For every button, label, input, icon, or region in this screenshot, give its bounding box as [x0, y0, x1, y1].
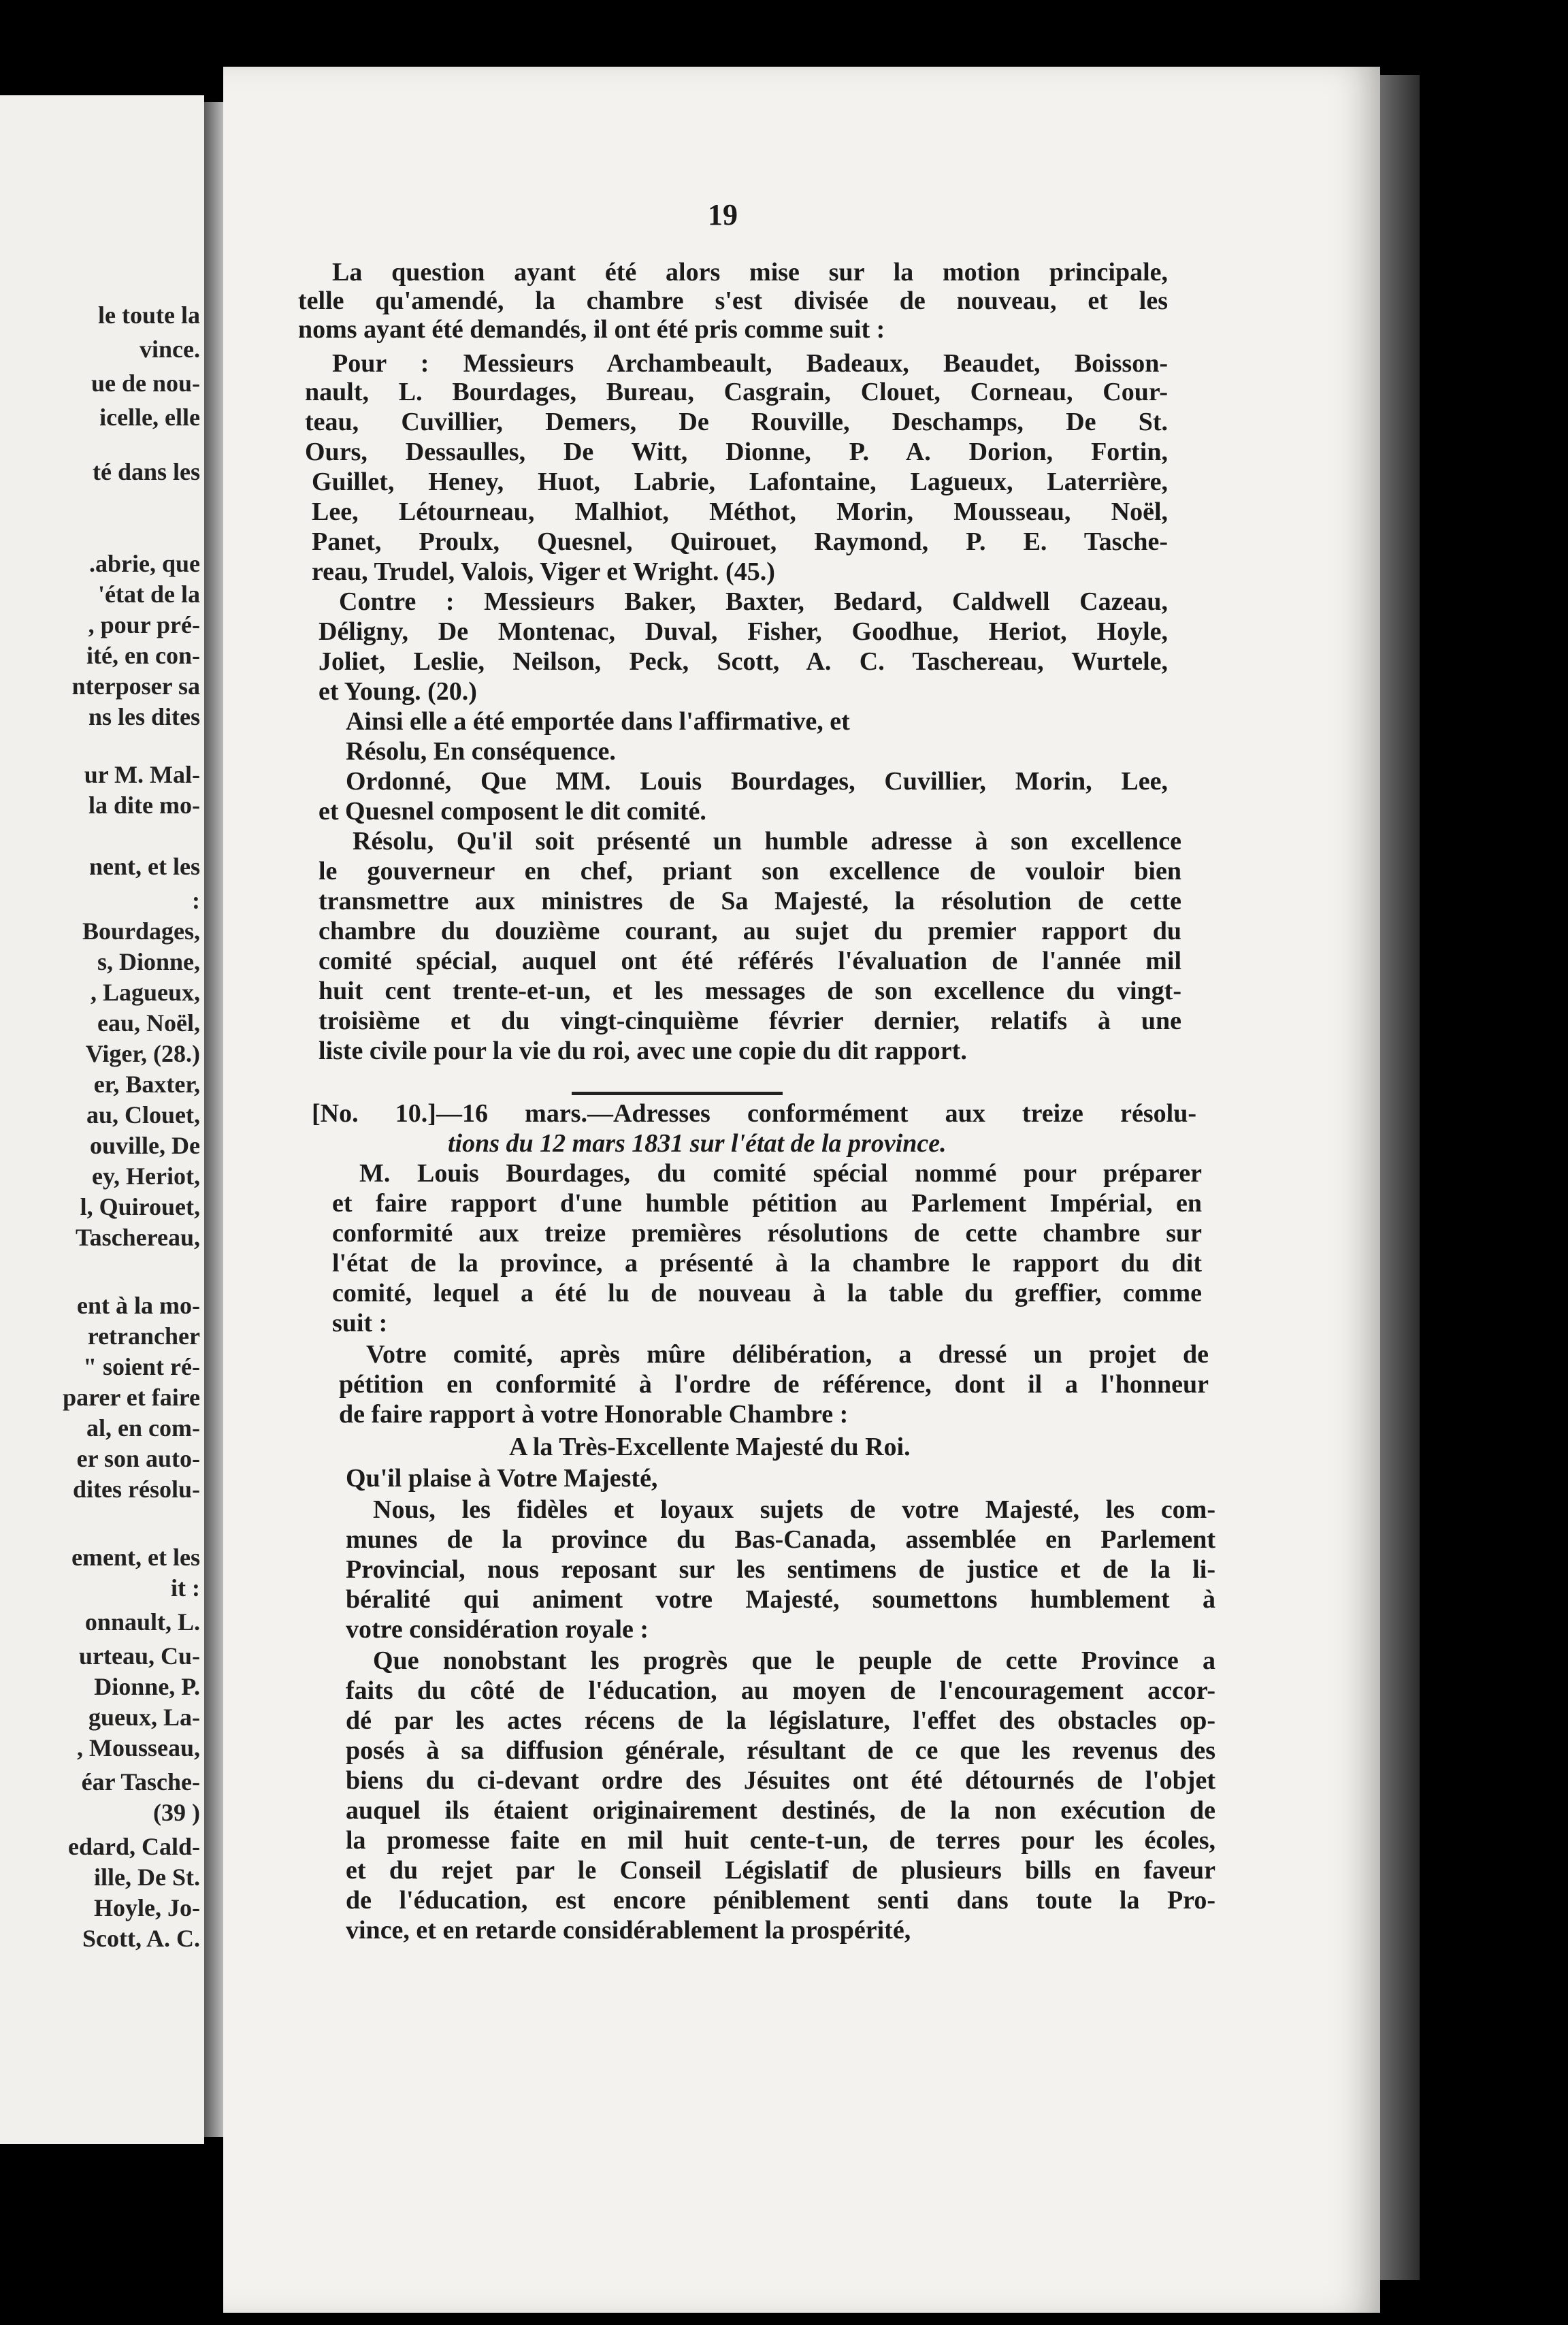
text-line: pétition en conformité à l'ordre de référence, dont il a l'honneur — [339, 1370, 1209, 1399]
text-line: Lee, Létourneau, Malhiot, Méthot, Morin, Mousseau, Noël, — [312, 498, 1168, 526]
text-line: huit cent trente-et-un, et les messages de son excellence du vingt- — [318, 977, 1181, 1005]
left-page-line: er, Baxter, — [93, 1071, 200, 1098]
left-page-line: Taschereau, — [75, 1224, 200, 1251]
left-page-line: .abrie, que — [88, 550, 200, 577]
text-line: Ours, Dessaulles, De Witt, Dionne, P. A. Dorion, Fortin, — [305, 438, 1168, 466]
text-line: comité spécial, auquel ont été référés l'évaluation de l'année mil — [318, 947, 1181, 975]
text-line: votre considération royale : — [346, 1615, 649, 1644]
text-line: telle qu'amendé, la chambre s'est divisée de nouveau, et les — [298, 287, 1168, 315]
text-line: dé par les actes récens de la législature, l'effet des obstacles op- — [346, 1706, 1215, 1735]
text-line: teau, Cuvillier, Demers, De Rouville, Deschamps, De St. — [305, 408, 1168, 436]
text-line: de l'éducation, est encore péniblement senti dans toute la Pro- — [346, 1886, 1215, 1915]
left-page-line: gueux, La- — [88, 1704, 200, 1731]
left-page-line: ey, Heriot, — [92, 1162, 200, 1190]
left-page-line: al, en com- — [86, 1414, 200, 1442]
text-line: Pour : Messieurs Archambeault, Badeaux, Beaudet, Boisson- — [332, 349, 1168, 378]
left-page-line: : — [192, 887, 200, 914]
left-page-line: 'état de la — [98, 581, 200, 608]
text-line: comité, lequel a été lu de nouveau à la table du greffier, comme — [332, 1279, 1202, 1307]
left-facing-page — [0, 95, 204, 2144]
left-page-line: retrancher — [87, 1322, 200, 1350]
text-line: liste civile pour la vie du roi, avec une copie du dit rapport. — [318, 1037, 967, 1065]
text-line: troisième et du vingt-cinquième février dernier, relatifs à une — [318, 1007, 1181, 1035]
left-page-line: ns les dites — [88, 703, 200, 730]
text-line: Votre comité, après mûre délibération, a dressé un projet de — [366, 1340, 1209, 1369]
text-line: noms ayant été demandés, il ont été pris comme suit : — [298, 315, 885, 344]
left-page-line: Viger, (28.) — [85, 1040, 200, 1067]
left-page-line: edard, Cald- — [67, 1833, 200, 1860]
left-page-line: le toute la — [98, 302, 200, 329]
text-line: vince, et en retarde considérablement la prospérité, — [346, 1916, 911, 1945]
left-page-line: er son auto- — [76, 1445, 200, 1472]
text-line: Que nonobstant les progrès que le peuple de cette Province a — [373, 1646, 1215, 1675]
text-line: Nous, les fidèles et loyaux sujets de votre Majesté, les com- — [373, 1495, 1215, 1524]
text-line: Qu'il plaise à Votre Majesté, — [346, 1464, 658, 1493]
text-line: La question ayant été alors mise sur la motion principale, — [332, 258, 1168, 287]
text-line: le gouverneur en chef, priant son excellence de vouloir bien — [318, 857, 1181, 885]
text-line: de faire rapport à votre Honorable Chambre : — [339, 1400, 849, 1429]
left-page-line: parer et faire — [63, 1384, 200, 1411]
text-line: et Quesnel composent le dit comité. — [318, 797, 706, 826]
text-line: chambre du douzième courant, au sujet du premier rapport du — [318, 917, 1181, 945]
left-page-line: ouville, De — [90, 1132, 200, 1159]
text-line: et du rejet par le Conseil Législatif de plusieurs bills en faveur — [346, 1856, 1215, 1885]
text-line: Ordonné, Que MM. Louis Bourdages, Cuvillier, Morin, Lee, — [346, 767, 1168, 796]
left-page-line: ille, De St. — [94, 1864, 200, 1891]
text-line: suit : — [332, 1309, 388, 1337]
left-page-line: dites résolu- — [73, 1476, 200, 1503]
left-page-line: it : — [171, 1574, 200, 1602]
left-page-line: la dite mo- — [88, 792, 200, 819]
text-line: auquel ils étaient originairement destinés, de la non exécution de — [346, 1796, 1215, 1825]
text-line: [No. 10.]—16 mars.—Adresses conformément aux treize résolu- — [312, 1099, 1196, 1128]
text-line: tions du 12 mars 1831 sur l'état de la province. — [448, 1129, 947, 1158]
text-line: munes de la province du Bas-Canada, assemblée en Parlement — [346, 1525, 1215, 1554]
left-page-line: " soient ré- — [83, 1353, 200, 1380]
text-line: Guillet, Heney, Huot, Labrie, Lafontaine, Lagueux, Laterrière, — [312, 468, 1168, 496]
left-page-line: ité, en con- — [86, 642, 200, 669]
left-page-line: vince. — [140, 336, 200, 363]
text-line: Panet, Proulx, Quesnel, Quirouet, Raymond, P. E. Tasche- — [312, 527, 1168, 556]
left-page-line: icelle, elle — [99, 404, 200, 431]
text-line: posés à sa diffusion générale, résultant de ce que les revenus des — [346, 1736, 1215, 1765]
left-page-line: l, Quirouet, — [80, 1193, 200, 1220]
text-line: Provincial, nous reposant sur les sentimens de justice et de la li- — [346, 1555, 1215, 1584]
text-line: et Young. (20.) — [318, 677, 477, 706]
left-page-line: éar Tasche- — [81, 1768, 200, 1795]
left-page-line: Scott, A. C. — [82, 1925, 200, 1952]
text-line: reau, Trudel, Valois, Viger et Wright. (45.) — [312, 557, 775, 586]
left-page-line: , Mousseau, — [76, 1734, 200, 1761]
text-line: la promesse faite en mil huit cente-t-un, de terres pour les écoles, — [346, 1826, 1215, 1855]
left-page-line: (39 ) — [153, 1799, 200, 1826]
text-line: Ainsi elle a été emportée dans l'affirmative, et — [346, 707, 850, 736]
left-page-line: ur M. Mal- — [84, 761, 200, 788]
left-page-line: nterposer sa — [71, 672, 200, 700]
left-page-line: té dans les — [92, 458, 200, 485]
text-line: transmettre aux ministres de Sa Majesté, la résolution de cette — [318, 887, 1181, 915]
text-line: M. Louis Bourdages, du comité spécial nommé pour préparer — [359, 1159, 1202, 1188]
text-line: et faire rapport d'une humble pétition au Parlement Impérial, en — [332, 1189, 1202, 1218]
text-line: Déligny, De Montenac, Duval, Fisher, Goodhue, Heriot, Hoyle, — [318, 617, 1168, 646]
left-page-line: eau, Noël, — [97, 1009, 200, 1037]
text-line: Résolu, En conséquence. — [346, 737, 616, 766]
left-page-line: urteau, Cu- — [79, 1642, 200, 1670]
page-edge-shadow — [1380, 75, 1420, 2280]
text-line: nault, L. Bourdages, Bureau, Casgrain, Clouet, Corneau, Cour- — [305, 378, 1168, 406]
text-line: biens du ci-devant ordre des Jésuites ont été détournés de l'objet — [346, 1766, 1215, 1795]
text-line: Joliet, Leslie, Neilson, Peck, Scott, A. C. Taschereau, Wurtele, — [318, 647, 1168, 676]
left-page-line: , Lagueux, — [90, 979, 200, 1006]
left-page-line: , pour pré- — [88, 611, 200, 638]
left-page-line: Bourdages, — [82, 917, 200, 945]
left-page-line: ent à la mo- — [77, 1292, 200, 1319]
text-line: Contre : Messieurs Baker, Baxter, Bedard, Caldwell Cazeau, — [339, 587, 1168, 616]
section-divider — [572, 1092, 783, 1095]
left-page-line: au, Clouet, — [86, 1101, 200, 1128]
text-line: l'état de la province, a présenté à la chambre le rapport du dit — [332, 1249, 1202, 1278]
left-page-line: ement, et les — [71, 1544, 200, 1571]
text-line: conformité aux treize premières résolutions de cette chambre sur — [332, 1219, 1202, 1248]
left-page-line: onnault, L. — [84, 1608, 200, 1636]
text-line: A la Très-Excellente Majesté du Roi. — [509, 1433, 911, 1461]
left-page-line: Dionne, P. — [94, 1673, 200, 1700]
left-page-line: Hoyle, Jo- — [94, 1894, 200, 1921]
left-page-line: s, Dionne, — [97, 948, 200, 975]
text-line: Résolu, Qu'il soit présenté un humble adresse à son excellence — [353, 827, 1181, 856]
page-number: 19 — [708, 198, 738, 231]
text-line: faits du côté de l'éducation, au moyen de l'encouragement accor- — [346, 1676, 1215, 1705]
left-page-line: ue de nou- — [91, 370, 200, 397]
text-line: béralité qui animent votre Majesté, soumettons humblement à — [346, 1585, 1215, 1614]
left-page-line: nent, et les — [89, 853, 200, 880]
